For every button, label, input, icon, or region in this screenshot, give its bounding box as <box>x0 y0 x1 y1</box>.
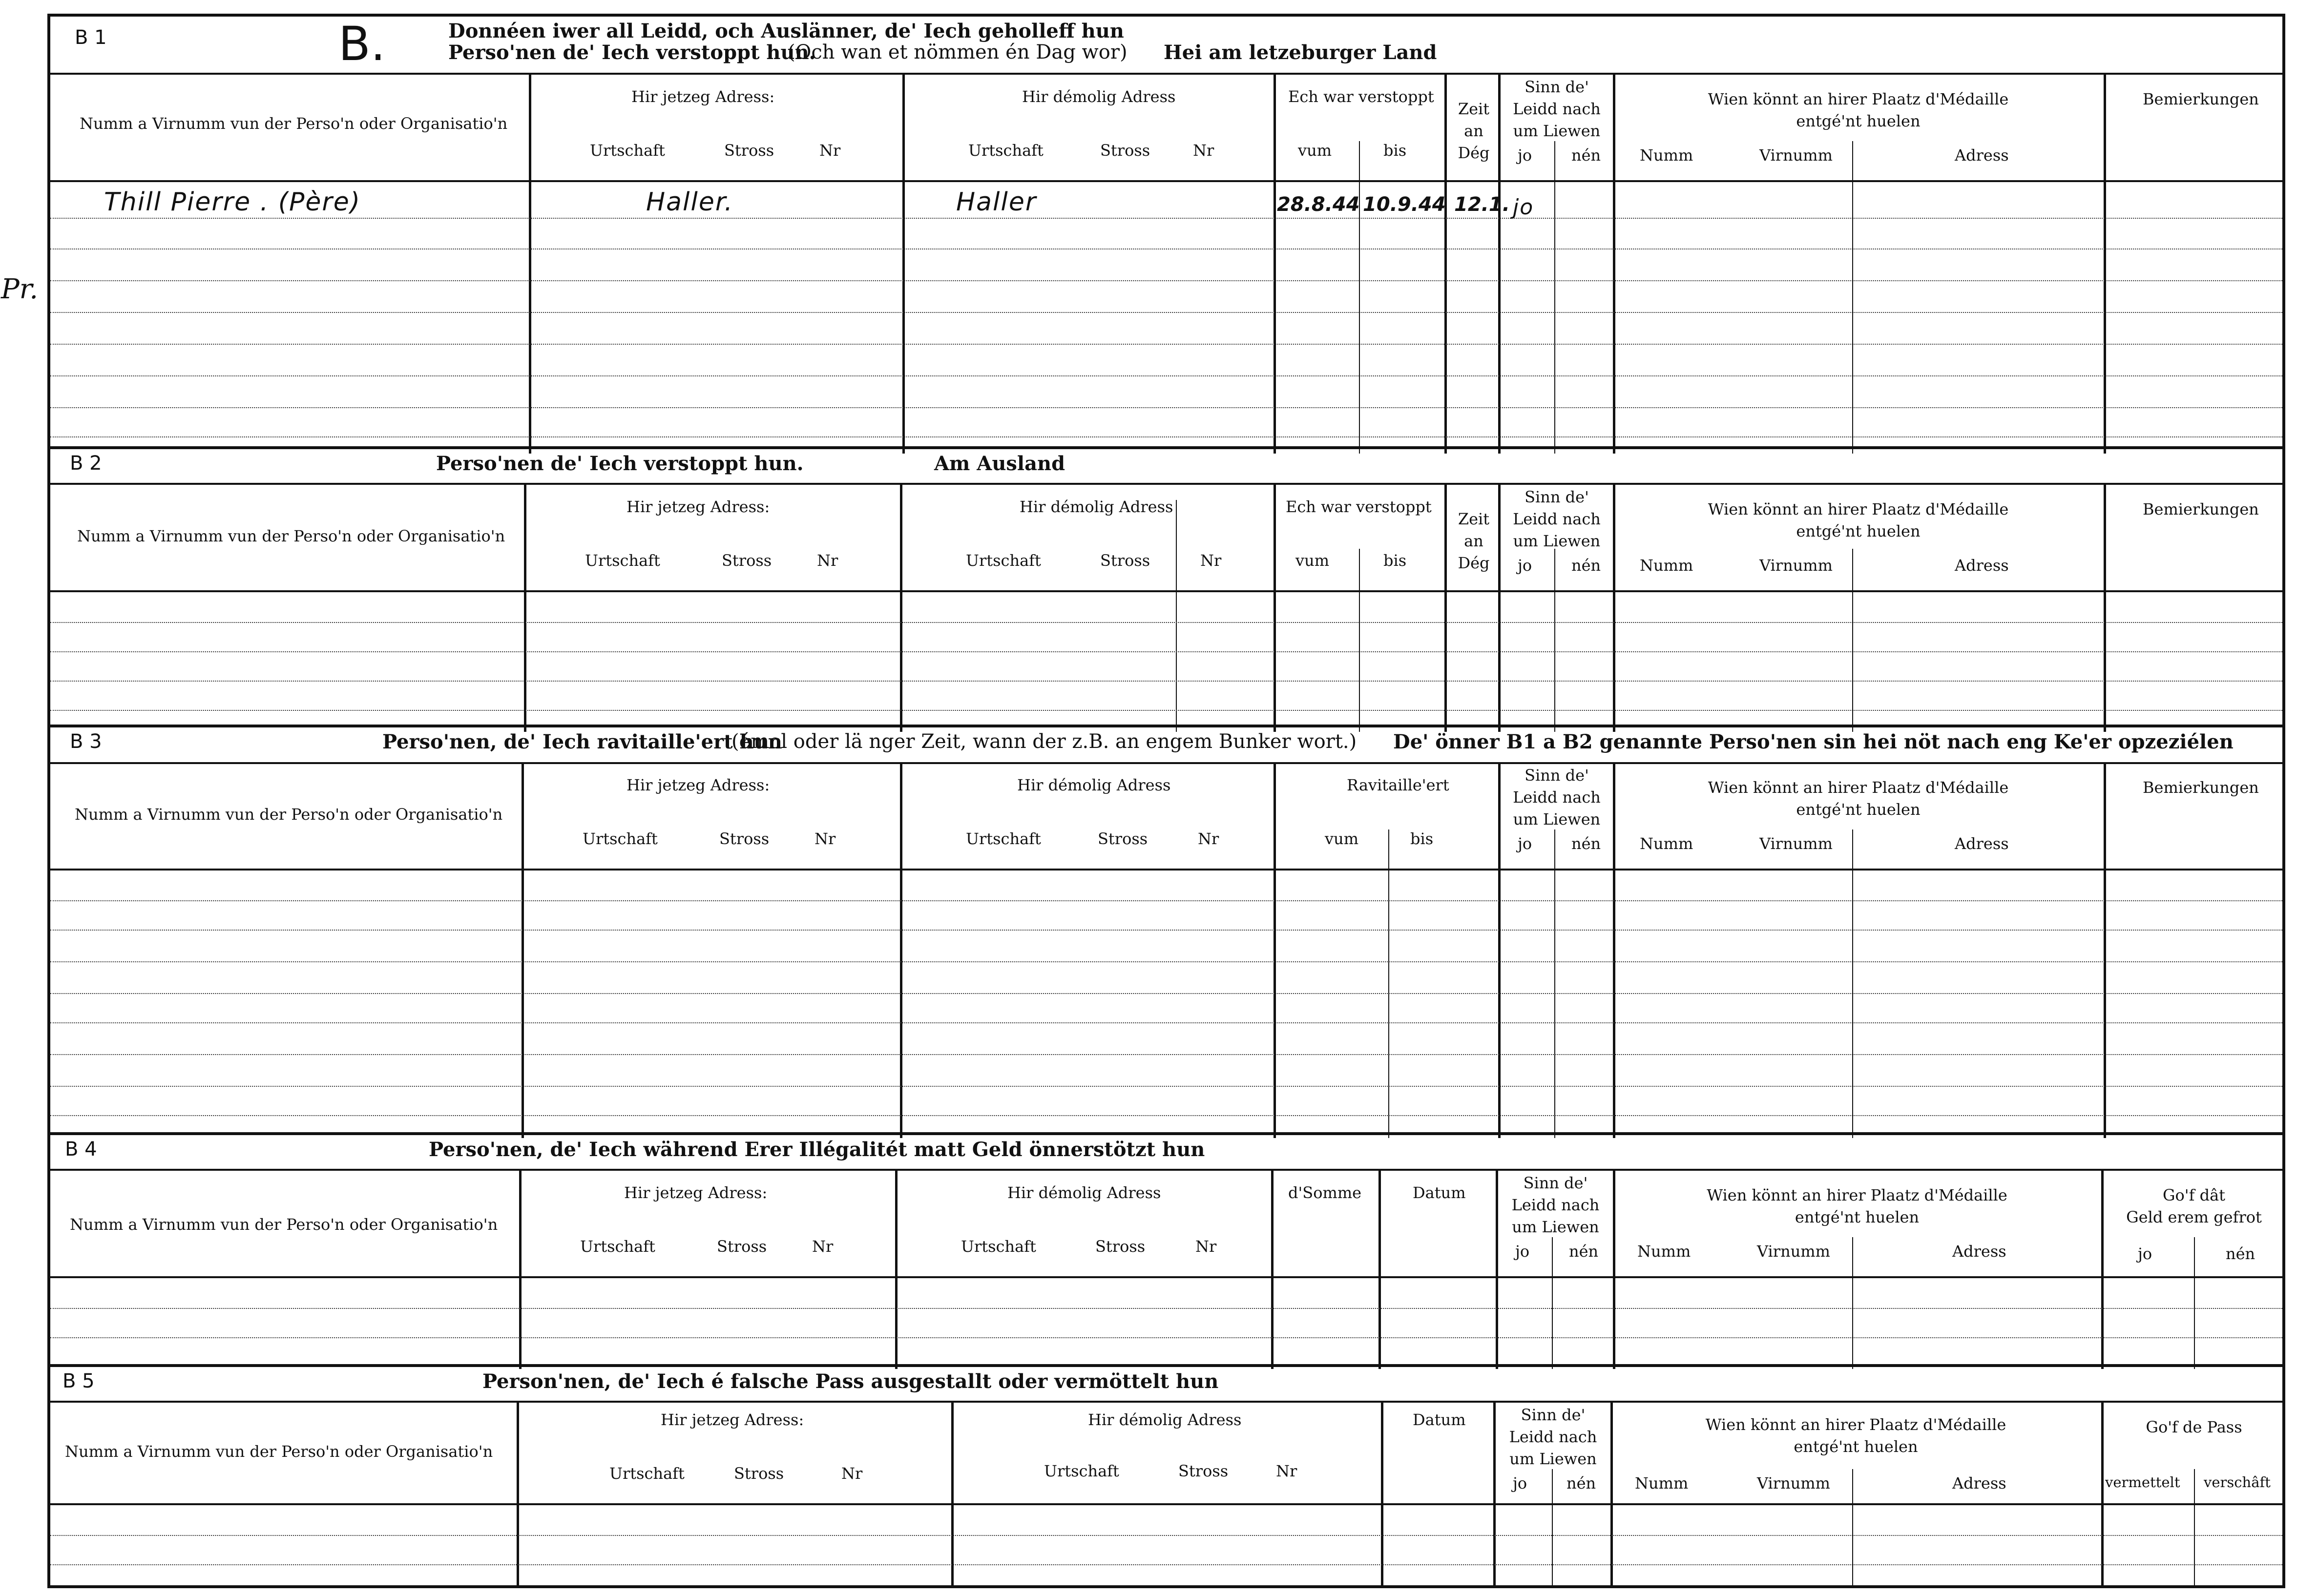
header-alive-b2-3: um Liewen <box>1513 532 1601 550</box>
header-medal-b1-2: entgé'nt huelen <box>1796 112 1921 130</box>
header-medal-b1-1: Wien könnt an hirer Plaatz d'Médaille <box>1708 90 2009 108</box>
registration-form <box>47 14 2285 1588</box>
entry-alive-yes: jo <box>1513 195 1534 220</box>
header-medal-b4-2: entgé'nt huelen <box>1795 1208 1920 1226</box>
header-medal-b5-1: Wien könnt an hirer Plaatz d'Médaille <box>1705 1415 2006 1434</box>
section-id-b5: B 5 <box>63 1370 95 1392</box>
header-medal-b2-1: Wien könnt an hirer Plaatz d'Médaille <box>1708 500 2009 518</box>
header-from-b1: vum <box>1298 141 1332 160</box>
header-alive-b1-1: Sinn de' <box>1524 78 1589 96</box>
header-street-b1: Stross <box>724 141 774 160</box>
header-sum-b4: d'Somme <box>1288 1183 1362 1202</box>
header-name-b1: Numm a Virnumm vun der Perso'n oder Organisatio'n <box>80 114 508 133</box>
header-town-b3: Urtschaft <box>583 829 658 848</box>
header-date-b5: Datum <box>1413 1410 1466 1429</box>
header-name-b3: Numm a Virnumm vun der Perso'n oder Organisatio'n <box>75 805 503 824</box>
header-from-b3: vum <box>1325 829 1359 848</box>
header-nr2-b3: Nr <box>1198 829 1219 848</box>
header-alive-b5-2: Leidd nach <box>1509 1428 1597 1446</box>
header-nr-b4: Nr <box>812 1237 834 1256</box>
header-no-b3: nén <box>1571 834 1601 853</box>
header-street2-b2: Stross <box>1100 551 1150 570</box>
section-note-b3: (émol oder lä nger Zeit, wann der z.B. an engem Bunker wort.) <box>731 730 1357 753</box>
header-town-b2: Urtschaft <box>585 551 660 570</box>
header-days-b1-1: Zeit <box>1458 100 1490 118</box>
header-town-b5: Urtschaft <box>609 1464 685 1483</box>
header-days-b2-1: Zeit <box>1458 510 1490 528</box>
header-street-b5: Stross <box>734 1464 784 1483</box>
section-id-b4: B 4 <box>65 1138 97 1161</box>
header-remarks-b3: Bemierkungen <box>2143 778 2259 797</box>
header-medal-firstname-b1: Virnumm <box>1759 146 1833 165</box>
header-days-b1-3: Dég <box>1458 144 1490 162</box>
entry-name: Thill Pierre . (Père) <box>104 187 361 217</box>
header-days-b2-3: Dég <box>1458 554 1490 572</box>
header-town2-b1: Urtschaft <box>968 141 1044 160</box>
header-medal-firstname-b3: Virnumm <box>1759 834 1833 853</box>
section-id-b2: B 2 <box>70 452 102 475</box>
header-former-address-b2: Hir démolig Adress <box>1020 497 1173 516</box>
form-letter: B. <box>338 17 386 71</box>
header-yes-money-b4: jo <box>2138 1244 2152 1263</box>
header-alive-b4-1: Sinn de' <box>1523 1174 1588 1192</box>
header-date-b4: Datum <box>1413 1183 1466 1202</box>
header-current-address-b1: Hir jetzeg Adress: <box>631 87 775 106</box>
header-days-b1-2: an <box>1464 122 1483 140</box>
header-alive-b3-1: Sinn de' <box>1524 766 1589 785</box>
header-street2-b4: Stross <box>1095 1237 1146 1256</box>
header-name-b2: Numm a Virnumm vun der Perso'n oder Organisatio'n <box>77 527 505 545</box>
section-title-b1-line2: Perso'nen de' Iech verstoppt hun. <box>448 41 816 64</box>
header-no-b2: nén <box>1571 556 1601 575</box>
header-to-b1: bis <box>1383 141 1407 160</box>
header-nr2-b4: Nr <box>1195 1237 1217 1256</box>
header-remarks-b1: Bemierkungen <box>2143 90 2259 108</box>
header-medal-address-b3: Adress <box>1955 834 2009 853</box>
header-town2-b2: Urtschaft <box>966 551 1041 570</box>
header-days-b2-2: an <box>1464 532 1483 550</box>
section-title-b3: Perso'nen, de' Iech ravitaille'ert hun <box>382 730 782 753</box>
header-current-address-b5: Hir jetzeg Adress: <box>661 1410 804 1429</box>
header-pass-mediated-b5: vermettelt <box>2105 1474 2180 1491</box>
header-yes-b1: jo <box>1518 146 1532 165</box>
header-former-address-b4: Hir démolig Adress <box>1007 1183 1161 1202</box>
header-alive-b2-1: Sinn de' <box>1524 488 1589 506</box>
entry-former-town: Haller <box>956 187 1037 217</box>
header-medal-firstname-b4: Virnumm <box>1757 1242 1830 1261</box>
header-current-address-b4: Hir jetzeg Adress: <box>624 1183 768 1202</box>
header-no-b5: nén <box>1566 1474 1596 1492</box>
header-town2-b3: Urtschaft <box>966 829 1041 848</box>
header-alive-b4-3: um Liewen <box>1512 1218 1599 1236</box>
header-street-b3: Stross <box>719 829 770 848</box>
header-pass-made-b5: verschâft <box>2204 1474 2271 1491</box>
header-alive-b3-3: um Liewen <box>1513 810 1601 829</box>
header-street2-b3: Stross <box>1098 829 1148 848</box>
header-alive-b3-2: Leidd nach <box>1513 788 1601 807</box>
section-title-b1-line1: Donnéen iwer all Leidd, och Auslänner, de' Iech geholleff hun <box>448 20 1124 42</box>
header-medal-address-b1: Adress <box>1955 146 2009 165</box>
header-yes-b2: jo <box>1518 556 1532 575</box>
header-remarks-b2: Bemierkungen <box>2143 500 2259 518</box>
header-nr2-b5: Nr <box>1276 1462 1297 1480</box>
header-medal-firstname-b2: Virnumm <box>1759 556 1833 575</box>
header-nr2-b1: Nr <box>1193 141 1214 160</box>
header-alive-b5-3: um Liewen <box>1509 1450 1597 1468</box>
header-town-b4: Urtschaft <box>580 1237 655 1256</box>
header-medal-b3-1: Wien könnt an hirer Plaatz d'Médaille <box>1708 778 2009 797</box>
section-title-b4: Perso'nen, de' Iech während Erer Illégalitét matt Geld önnerstötzt hun <box>429 1138 1205 1161</box>
header-current-address-b2: Hir jetzeg Adress: <box>626 497 770 516</box>
header-former-address-b3: Hir démolig Adress <box>1017 776 1171 794</box>
section-id-b1: B 1 <box>75 26 107 49</box>
header-alive-b4-2: Leidd nach <box>1511 1196 1600 1214</box>
section-title-b2: Perso'nen de' Iech verstoppt hun. <box>436 452 804 475</box>
header-yes-b3: jo <box>1518 834 1532 853</box>
header-to-b3: bis <box>1410 829 1434 848</box>
header-money-back-b4-2: Geld erem gefrot <box>2126 1208 2262 1226</box>
header-yes-b5: jo <box>1513 1474 1527 1492</box>
header-medal-b3-2: entgé'nt huelen <box>1796 800 1921 819</box>
header-medal-name-b2: Numm <box>1640 556 1693 575</box>
header-current-address-b3: Hir jetzeg Adress: <box>626 776 770 794</box>
entry-from-date: 28.8.44 <box>1277 193 1360 216</box>
header-to-b2: bis <box>1383 551 1407 570</box>
header-nr-b5: Nr <box>841 1464 863 1483</box>
header-town-b1: Urtschaft <box>590 141 665 160</box>
header-street2-b1: Stross <box>1100 141 1150 160</box>
header-medal-name-b4: Numm <box>1637 1242 1691 1261</box>
header-medal-name-b1: Numm <box>1640 146 1693 165</box>
header-pass-given-b5: Go'f de Pass <box>2146 1418 2242 1436</box>
header-medal-firstname-b5: Virnumm <box>1757 1474 1830 1492</box>
header-medal-address-b4: Adress <box>1952 1242 2006 1261</box>
header-medal-address-b2: Adress <box>1955 556 2009 575</box>
entry-current-town: Haller. <box>646 187 733 217</box>
header-town2-b5: Urtschaft <box>1044 1462 1119 1480</box>
section-tail-b3: De' önner B1 a B2 genannte Perso'nen sin hei nöt nach eng Ke'er opzeziélen <box>1393 730 2234 753</box>
margin-note: Pr. <box>1 273 39 305</box>
header-nr-b2: Nr <box>817 551 838 570</box>
header-medal-address-b5: Adress <box>1952 1474 2006 1492</box>
header-medal-b2-2: entgé'nt huelen <box>1796 522 1921 540</box>
header-no-money-b4: nén <box>2226 1244 2255 1263</box>
header-former-address-b5: Hir démolig Adress <box>1088 1410 1242 1429</box>
header-name-b5: Numm a Virnumm vun der Perso'n oder Organisatio'n <box>65 1442 493 1461</box>
header-medal-b4-1: Wien könnt an hirer Plaatz d'Médaille <box>1707 1186 2007 1204</box>
header-alive-b5-1: Sinn de' <box>1521 1406 1586 1424</box>
section-place-b1: Hei am letzeburger Land <box>1164 41 1437 64</box>
header-medal-b5-2: entgé'nt huelen <box>1794 1437 1918 1456</box>
section-title-b5: Person'nen, de' Iech é falsche Pass ausgestallt oder vermöttelt hun <box>482 1370 1219 1393</box>
entry-to-date: 10.9.44 <box>1363 193 1446 216</box>
header-no-b4: nén <box>1569 1242 1599 1261</box>
header-hidden-b2: Ech war verstoppt <box>1286 497 1432 516</box>
header-former-address-b1: Hir démolig Adress <box>1022 87 1176 106</box>
header-supplied-b3: Ravitaille'ert <box>1347 776 1449 794</box>
section-place-b2: Am Ausland <box>934 452 1065 475</box>
entry-days: 12.1. <box>1454 193 1510 216</box>
header-nr-b1: Nr <box>819 141 841 160</box>
header-yes-b4: jo <box>1515 1242 1530 1261</box>
header-street-b2: Stross <box>722 551 772 570</box>
header-from-b2: vum <box>1295 551 1330 570</box>
header-money-back-b4-1: Go'f dât <box>2162 1186 2226 1204</box>
section-note-b1: (Och wan et nömmen én Dag wor) <box>788 41 1128 63</box>
header-medal-name-b5: Numm <box>1635 1474 1689 1492</box>
header-street2-b5: Stross <box>1178 1462 1229 1480</box>
section-id-b3: B 3 <box>70 730 102 753</box>
header-town2-b4: Urtschaft <box>961 1237 1036 1256</box>
header-alive-b1-2: Leidd nach <box>1513 100 1601 118</box>
header-alive-b2-2: Leidd nach <box>1513 510 1601 528</box>
header-street-b4: Stross <box>717 1237 767 1256</box>
header-nr2-b2: Nr <box>1200 551 1222 570</box>
header-no-b1: nén <box>1571 146 1601 165</box>
header-alive-b1-3: um Liewen <box>1513 122 1601 140</box>
header-medal-name-b3: Numm <box>1640 834 1693 853</box>
header-name-b4: Numm a Virnumm vun der Perso'n oder Organisatio'n <box>70 1215 498 1234</box>
header-nr-b3: Nr <box>814 829 836 848</box>
header-hidden-b1: Ech war verstoppt <box>1288 87 1434 106</box>
